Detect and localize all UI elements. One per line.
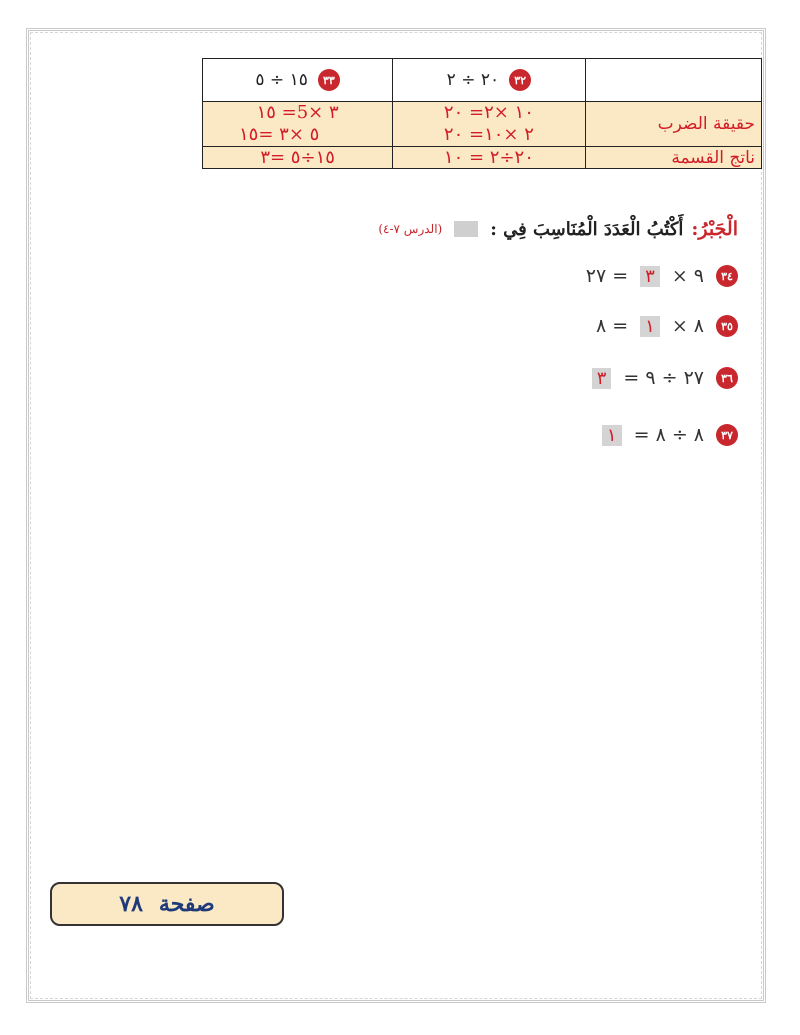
cell-line: ٢ ×١٠= ٢٠: [443, 124, 534, 145]
section-instruction: أَكْتُبُ الْعَدَدَ الْمُنَاسِبَ فِي :: [490, 218, 684, 240]
table-cell: [393, 102, 585, 147]
cell-line: ٣ ×5= ١٥: [256, 102, 339, 123]
answer-box: ١: [640, 316, 660, 337]
section-heading: [378, 218, 738, 240]
cell-line: ١٠ ×٢= ٢٠: [443, 102, 534, 123]
equation-left: ٩ ×: [671, 265, 704, 287]
cell-line: ٥ ×٣ =١٥: [239, 124, 320, 145]
table-row: [203, 102, 762, 147]
equation-right: = ٢٧: [585, 265, 629, 287]
equation-left: ٨ ×: [671, 315, 704, 337]
problem-number-badge: ٣٣: [318, 69, 340, 91]
header-problem-32: [393, 59, 585, 102]
lesson-reference: (الدرس ٧-٤): [378, 222, 443, 236]
equation-left: ٨ ÷ ٨ =: [633, 424, 704, 446]
problem-expression: ٢٠ ÷ ٢: [446, 70, 500, 90]
problem-number-badge: ٣٤: [716, 265, 738, 287]
problem-number-badge: ٣٥: [716, 315, 738, 337]
equation-right: = ٨: [595, 315, 629, 337]
problem-number-badge: ٣٧: [716, 424, 738, 446]
problem-expression: ١٥ ÷ ٥: [255, 70, 308, 90]
table-cell: ٢٠÷٢ = ١٠: [393, 147, 585, 169]
answer-box-sample: [454, 221, 478, 237]
table-header-row: [203, 59, 762, 102]
header-empty-cell: [585, 59, 761, 102]
header-problem-33: [203, 59, 393, 102]
answer-box: ١: [602, 425, 622, 446]
problem-34: [586, 265, 738, 287]
page-border-inner: [30, 32, 762, 999]
section-label: الْجَبْرُ:: [691, 218, 738, 240]
table-cell: [203, 102, 393, 147]
equation-left: ٢٧ ÷ ٩ =: [623, 367, 704, 389]
answer-box: ٣: [592, 368, 612, 389]
answer-box: ٣: [640, 266, 660, 287]
problem-number-badge: ٣٢: [509, 69, 531, 91]
facts-table: [202, 58, 762, 169]
problem-36: [592, 367, 738, 389]
table-row: [203, 147, 762, 169]
page-number: ٧٨: [119, 891, 143, 917]
problem-number-badge: ٣٦: [716, 367, 738, 389]
table-cell: ١٥÷٥ =٣: [203, 147, 393, 169]
page-number-label: [50, 882, 284, 926]
problem-35: [596, 315, 738, 337]
problem-37: [602, 424, 738, 446]
row-label: حقيقة الضرب: [585, 102, 761, 147]
row-label: ناتج القسمة: [585, 147, 761, 169]
page-word: صفحة: [158, 891, 215, 917]
